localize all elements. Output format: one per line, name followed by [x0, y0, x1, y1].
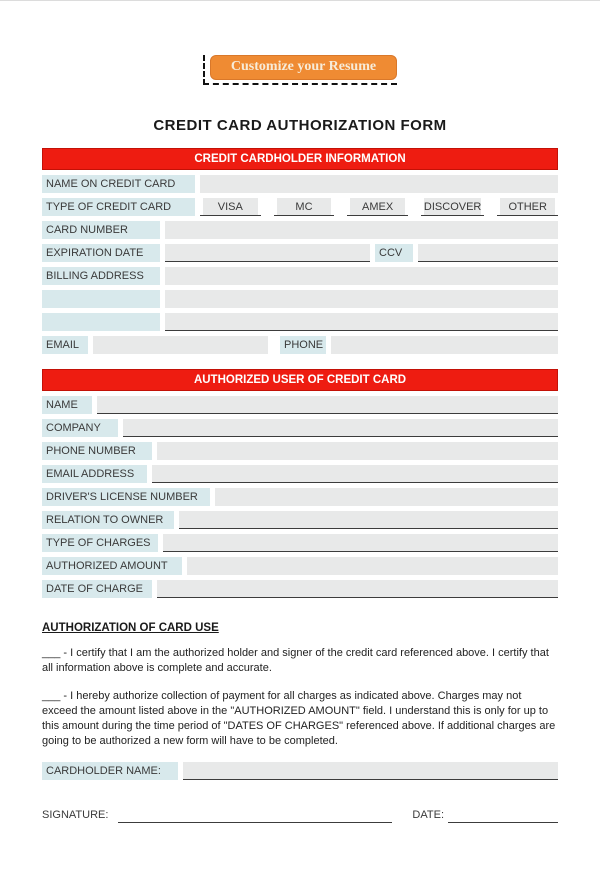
- auth-charges-label: TYPE OF CHARGES: [42, 534, 158, 552]
- auth-date-field[interactable]: [157, 580, 558, 598]
- billing-address-field-1[interactable]: [165, 267, 558, 285]
- row-card-number: [42, 221, 558, 239]
- row-card-type: [42, 198, 558, 216]
- ccv-label: CCV: [375, 244, 413, 262]
- document-page: [0, 1, 600, 876]
- date-field[interactable]: [448, 809, 558, 823]
- auth-relation-field[interactable]: [179, 511, 558, 529]
- expiration-date-label: EXPIRATION DATE: [42, 244, 160, 262]
- row-billing-address-3: [42, 313, 558, 331]
- auth-company-label: COMPANY: [42, 419, 118, 437]
- row-signature-date: [42, 806, 558, 823]
- auth-email-label: EMAIL ADDRESS: [42, 465, 147, 483]
- spacer: [268, 336, 280, 354]
- billing-address-field-3[interactable]: [165, 313, 558, 331]
- row-expiration: [42, 244, 558, 262]
- email-label: EMAIL: [42, 336, 88, 354]
- card-type-options: [200, 198, 558, 216]
- name-on-card-field[interactable]: [200, 175, 558, 193]
- row-name-on-card: [42, 175, 558, 193]
- row-auth-date: [42, 580, 558, 598]
- signature-field[interactable]: [118, 809, 392, 823]
- certify-paragraph: ___ - I certify that I am the authorized holder and signer of the credit card referenced above. I certify that all information above is complete and accurate.: [42, 647, 549, 674]
- card-type-amex[interactable]: AMEX: [347, 198, 408, 216]
- auth-amount-label: AUTHORIZED AMOUNT: [42, 557, 182, 575]
- credit-card-form: [42, 148, 558, 823]
- page-title: CREDIT CARD AUTHORIZATION FORM: [153, 117, 447, 134]
- auth-phone-field[interactable]: [157, 442, 558, 460]
- phone-label: PHONE: [280, 336, 326, 354]
- billing-address-blank-label: [42, 313, 160, 331]
- cardholder-info-header: CREDIT CARDHOLDER INFORMATION: [42, 148, 558, 170]
- row-auth-amount: [42, 557, 558, 575]
- billing-address-field-2[interactable]: [165, 290, 558, 308]
- cardholder-name-label: CARDHOLDER NAME:: [42, 762, 178, 780]
- date-label: DATE:: [412, 809, 444, 821]
- auth-charges-field[interactable]: [163, 534, 558, 552]
- authorized-user-header: AUTHORIZED USER OF CREDIT CARD: [42, 369, 558, 391]
- button-area: [42, 55, 558, 85]
- auth-relation-label: RELATION TO OWNER: [42, 511, 174, 529]
- row-auth-name: [42, 396, 558, 414]
- row-billing-address-2: [42, 290, 558, 308]
- name-on-card-label: NAME ON CREDIT CARD: [42, 175, 195, 193]
- authorization-heading: AUTHORIZATION OF CARD USE: [42, 622, 219, 634]
- auth-license-field[interactable]: [215, 488, 558, 506]
- expiration-date-field[interactable]: [165, 244, 370, 262]
- row-billing-address: [42, 267, 558, 285]
- card-type-label: TYPE OF CREDIT CARD: [42, 198, 195, 216]
- email-field[interactable]: [93, 336, 268, 354]
- row-cardholder-name: [42, 762, 558, 780]
- cardholder-name-field[interactable]: [183, 762, 558, 780]
- card-type-mc[interactable]: MC: [274, 198, 335, 216]
- card-number-field[interactable]: [165, 221, 558, 239]
- row-auth-license: [42, 488, 558, 506]
- customize-resume-button[interactable]: Customize your Resume: [210, 55, 397, 80]
- auth-name-label: NAME: [42, 396, 92, 414]
- row-email-phone: [42, 336, 558, 354]
- row-auth-company: [42, 419, 558, 437]
- authorization-section: [42, 622, 558, 749]
- authorize-paragraph: ___ - I hereby authorize collection of payment for all charges as indicated above. Charges may not exceed the amount listed above in the "AUTHORIZED AMOUNT" field. I understand this is only for up to this amount during the time period of "DATES OF CHARGES" referenced above. If additional charges are going to be authorized a new form will have to be completed.: [42, 690, 556, 747]
- row-auth-relation: [42, 511, 558, 529]
- card-type-discover[interactable]: DISCOVER: [421, 198, 484, 216]
- phone-field[interactable]: [331, 336, 558, 354]
- card-number-label: CARD NUMBER: [42, 221, 160, 239]
- auth-email-field[interactable]: [152, 465, 558, 483]
- auth-amount-field[interactable]: [187, 557, 558, 575]
- card-type-visa[interactable]: VISA: [200, 198, 261, 216]
- auth-company-field[interactable]: [123, 419, 558, 437]
- row-auth-charges: [42, 534, 558, 552]
- dashed-selection-marquee: [203, 55, 397, 85]
- row-auth-phone: [42, 442, 558, 460]
- row-auth-email: [42, 465, 558, 483]
- billing-address-label: BILLING ADDRESS: [42, 267, 160, 285]
- auth-name-field[interactable]: [97, 396, 558, 414]
- card-type-other[interactable]: OTHER: [497, 198, 558, 216]
- auth-license-label: DRIVER'S LICENSE NUMBER: [42, 488, 210, 506]
- ccv-field[interactable]: [418, 244, 558, 262]
- signature-label: SIGNATURE:: [42, 809, 109, 821]
- auth-phone-label: PHONE NUMBER: [42, 442, 152, 460]
- billing-address-blank-label: [42, 290, 160, 308]
- auth-date-label: DATE OF CHARGE: [42, 580, 152, 598]
